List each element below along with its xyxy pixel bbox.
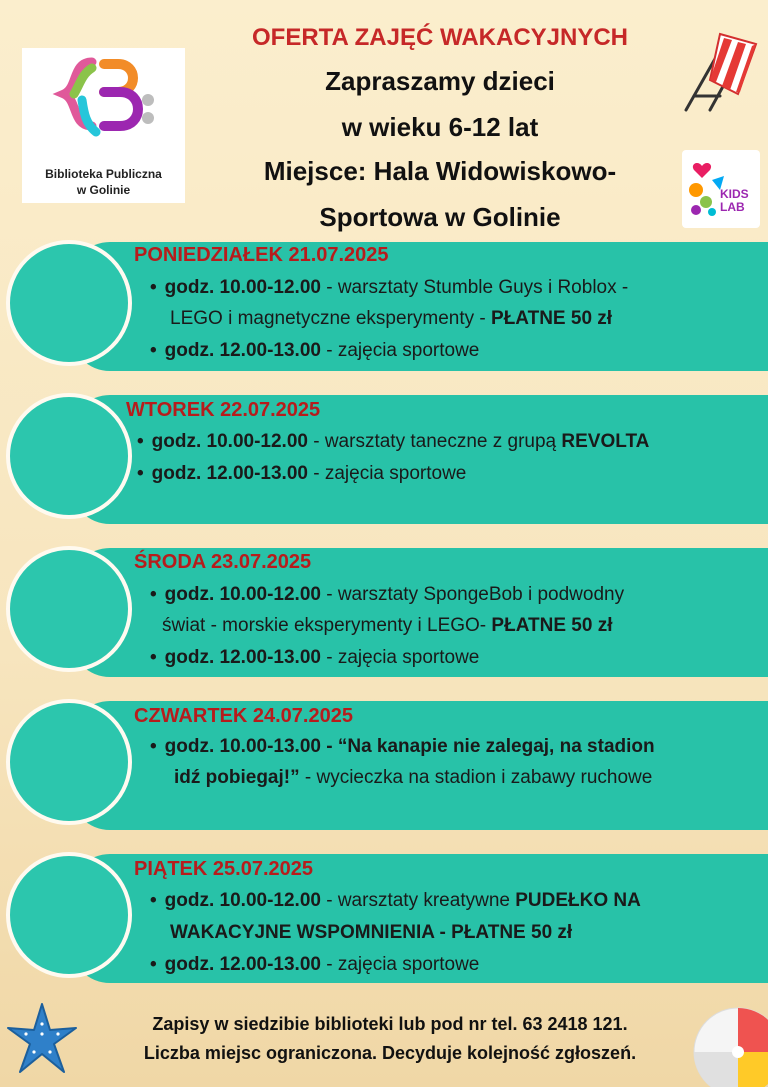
list-item: • godz. 12.00-13.00 - zajęcia sportowe (150, 647, 480, 668)
list-item: • godz. 12.00-13.00 - zajęcia sportowe (150, 954, 480, 975)
activity-text: świat - morskie eksperymenty i LEGO- (162, 615, 492, 636)
time-label: godz. 12.00-13.00 (151, 463, 308, 484)
header-line-3: Miejsce: Hala Widowiskowo- (263, 156, 617, 186)
day-circle-thursday (6, 699, 132, 825)
time-label: godz. 10.00-12.00 (164, 584, 321, 605)
activity-text: - warsztaty taneczne z grupą (307, 431, 562, 452)
activity-text: - warsztaty kreatywne (320, 890, 516, 911)
header-line-1: Zapraszamy dzieci (325, 66, 555, 96)
activity-text: LEGO i magnetyczne eksperymenty - (170, 308, 492, 329)
footer-line-2: Liczba miejsc ograniczona. Decyduje kolejność zgłoszeń. (143, 1043, 637, 1063)
library-name-line2: w Golinie (76, 183, 131, 197)
activity-text: - zajęcia sportowe (320, 340, 480, 361)
activity-title: WAKACYJNE WSPOMNIENIA - PŁATNE 50 zł (170, 922, 573, 943)
time-label: godz. 10.00-13.00 - (164, 736, 338, 757)
kids-lab-text-1: KIDS (720, 187, 749, 201)
header-line-2: w wieku 6-12 lat (341, 112, 539, 142)
library-logo (22, 48, 185, 203)
day-circle-friday (6, 852, 132, 978)
activity-text: - zajęcia sportowe (320, 954, 480, 975)
paid-label: PŁATNE 50 zł (491, 308, 613, 329)
activity-title: idź pobiegaj!” (174, 767, 300, 788)
header-line-4: Sportowa w Golinie (319, 202, 561, 232)
day-circle-wednesday (6, 546, 132, 672)
kids-lab-text-2: LAB (720, 200, 745, 214)
kids-lab-logo (682, 150, 760, 228)
activity-text: - zajęcia sportowe (320, 647, 480, 668)
time-label: godz. 12.00-13.00 (164, 340, 321, 361)
list-item: • godz. 10.00-12.00 - warsztaty kreatywne PUDEŁKO NA (150, 890, 641, 911)
library-name-line1: Biblioteka Publiczna (45, 167, 162, 181)
list-item-continued (170, 308, 612, 330)
time-label: godz. 10.00-12.00 (164, 277, 321, 298)
list-item: • godz. 10.00-12.00 - warsztaty Stumble Guys i Roblox - (150, 277, 629, 298)
list-item: • godz. 10.00-12.00 - warsztaty taneczne z grupą REVOLTA (137, 431, 650, 452)
list-item: • godz. 12.00-13.00 - zajęcia sportowe (137, 463, 467, 484)
activity-text: - wycieczka na stadion i zabawy ruchowe (299, 767, 653, 788)
activity-text: - zajęcia sportowe (307, 463, 467, 484)
day-circle-tuesday (6, 393, 132, 519)
list-item: • godz. 10.00-12.00 - warsztaty SpongeBob i podwodny (150, 584, 625, 605)
group-name: REVOLTA (561, 431, 650, 452)
list-item: • godz. 10.00-13.00 - “Na kanapie nie zalegaj, na stadion (150, 736, 655, 757)
activity-title: PUDEŁKO NA (515, 890, 641, 911)
deck-chair-icon (680, 22, 760, 117)
day-title-wednesday: ŚRODA 23.07.2025 (134, 551, 312, 573)
list-item-continued (162, 615, 612, 637)
list-item-continued (170, 922, 572, 944)
day-title-tuesday: WTOREK 22.07.2025 (126, 399, 321, 421)
page-title: OFERTA ZAJĘĆ WAKACYJNYCH (251, 24, 629, 51)
footer-line-1: Zapisy w siedzibie biblioteki lub pod nr tel. 63 2418 121. (152, 1014, 628, 1034)
day-title-monday: PONIEDZIAŁEK 21.07.2025 (134, 244, 389, 266)
beach-ball-icon (688, 1002, 768, 1087)
day-title-thursday: CZWARTEK 24.07.2025 (134, 705, 353, 727)
list-item-continued (174, 767, 652, 789)
activity-text: - warsztaty SpongeBob i podwodny (320, 584, 625, 605)
day-title-friday: PIĄTEK 25.07.2025 (134, 858, 313, 880)
starfish-icon (4, 1000, 80, 1076)
time-label: godz. 10.00-12.00 (164, 890, 321, 911)
time-label: godz. 10.00-12.00 (151, 431, 308, 452)
list-item: • godz. 12.00-13.00 - zajęcia sportowe (150, 340, 480, 361)
library-logo-mark-icon (52, 54, 157, 154)
day-circle-monday (6, 240, 132, 366)
time-label: godz. 12.00-13.00 (164, 647, 321, 668)
activity-title: “Na kanapie nie zalegaj, na stadion (337, 736, 655, 757)
paid-label: PŁATNE 50 zł (491, 615, 613, 636)
activity-text: - warsztaty Stumble Guys i Roblox - (320, 277, 629, 298)
time-label: godz. 12.00-13.00 (164, 954, 321, 975)
